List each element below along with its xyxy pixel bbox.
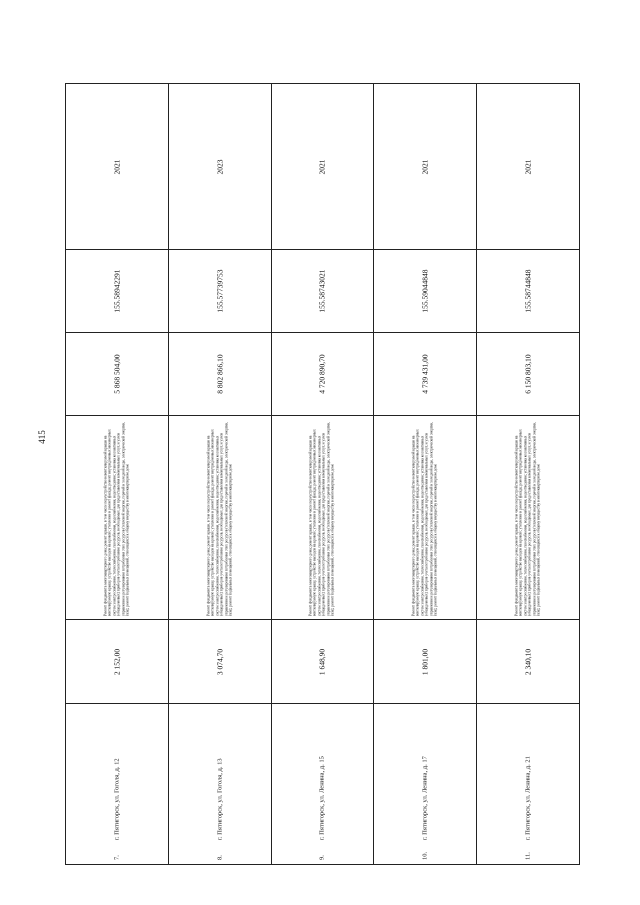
table-row — [272, 84, 375, 864]
code-value: 155.57739753 — [215, 269, 225, 313]
description-text: Ремонт фундамента многоквартирного дома; ремонт крыши, в том числе переустройство невентилируемой крыши на вентилируемую крышу, устройство выходов на кровлю; утепление и ремонт фасада; ремонт внутридомовых инженерных систем электроснабжения, теплоснабжения, газоснабжения, водоснабжения, водоотведения; установка коллективных (общедомовых) приборов учета потребления ресурсов, необходимых для предоставления коммунальных услуг, и узлов управления и регулирования потребления этих ресурсов (тепловой энергии, горячей и холодной воды, электрической энергии, газа); ремонт подвальных помещений, относящихся к общему имуществу в многоквартирном доме — [514, 421, 542, 616]
table-row — [169, 84, 272, 864]
year-value: 2021 — [523, 159, 533, 174]
cost-value: 8 802 866,10 — [215, 354, 225, 394]
year-cell — [374, 84, 476, 250]
address-text: г. Пятигорск, ул. Ленина, д. 17 — [421, 756, 429, 840]
area-value: 1 648,90 — [317, 648, 327, 675]
year-cell — [477, 84, 579, 250]
area-cell — [477, 620, 579, 704]
address-cell — [477, 704, 579, 864]
description-cell — [169, 416, 271, 620]
address-cell — [66, 704, 168, 864]
code-value: 155.59044848 — [420, 269, 430, 313]
code-cell — [477, 250, 579, 333]
cost-value: 4 720 890,70 — [317, 354, 327, 394]
area-cell — [374, 620, 476, 704]
description-cell — [477, 416, 579, 620]
area-cell — [169, 620, 271, 704]
year-value: 2021 — [112, 159, 122, 174]
description-cell — [66, 416, 168, 620]
table-row — [477, 84, 579, 864]
description-cell — [374, 416, 476, 620]
address-text: г. Пятигорск, ул. Ленина, д. 15 — [318, 756, 326, 840]
address-line — [422, 710, 429, 860]
table-row — [374, 84, 477, 864]
area-cell — [272, 620, 374, 704]
row-number: 7. — [113, 855, 121, 860]
code-value: 155.58743021 — [317, 269, 327, 313]
area-value: 1 801,00 — [420, 648, 430, 675]
address-line — [525, 710, 532, 860]
description-cell — [272, 416, 374, 620]
area-value: 2 340,10 — [523, 648, 533, 675]
address-cell — [272, 704, 374, 864]
year-value: 2021 — [317, 159, 327, 174]
code-cell — [66, 250, 168, 333]
table-row — [66, 84, 169, 864]
area-value: 2 152,00 — [112, 648, 122, 675]
address-cell — [169, 704, 271, 864]
cost-value: 5 868 504,00 — [112, 354, 122, 394]
year-cell — [272, 84, 374, 250]
description-text: Ремонт фундамента многоквартирного дома; ремонт крыши, в том числе переустройство невентилируемой крыши на вентилируемую крышу, устройство выходов на кровлю; утепление и ремонт фасада; ремонт внутридомовых инженерных систем электроснабжения, теплоснабжения, газоснабжения, водоснабжения, водоотведения; установка коллективных (общедомовых) приборов учета потребления ресурсов, необходимых для предоставления коммунальных услуг, и узлов управления и регулирования потребления этих ресурсов (тепловой энергии, горячей и холодной воды, электрической энергии, газа); ремонт подвальных помещений, относящихся к общему имуществу в многоквартирном доме — [206, 421, 233, 616]
repair-program-table — [65, 83, 580, 865]
year-cell — [66, 84, 168, 250]
code-cell — [272, 250, 374, 333]
row-number: 8. — [216, 855, 224, 860]
cost-cell — [374, 333, 476, 416]
row-number: 9. — [318, 855, 326, 860]
address-line — [216, 710, 223, 860]
year-value: 2023 — [215, 159, 225, 174]
address-line — [113, 710, 120, 860]
address-cell — [374, 704, 476, 864]
cost-value: 6 150 803,10 — [523, 354, 533, 394]
year-value: 2021 — [420, 159, 430, 174]
code-value: 155.58942291 — [112, 269, 122, 313]
cost-cell — [66, 333, 168, 416]
cost-cell — [477, 333, 579, 416]
description-text: Ремонт фундамента многоквартирного дома; ремонт крыши, в том числе переустройство невентилируемой крыши на вентилируемую крышу, устройство выходов на кровлю; утепление и ремонт фасада; ремонт внутридомовых инженерных систем электроснабжения, теплоснабжения, газоснабжения, водоснабжения, водоотведения; установка коллективных (общедомовых) приборов учета потребления ресурсов, необходимых для предоставления коммунальных услуг, и узлов управления и регулирования потребления этих ресурсов (тепловой энергии, горячей и холодной воды, электрической энергии, газа); ремонт подвальных помещений, относящихся к общему имуществу в многоквартирном доме — [411, 421, 439, 616]
code-cell — [169, 250, 271, 333]
page-number: 415 — [37, 430, 47, 444]
year-cell — [169, 84, 271, 250]
area-cell — [66, 620, 168, 704]
description-text: Ремонт фундамента многоквартирного дома; ремонт крыши, в том числе переустройство невентилируемой крыши на вентилируемую крышу, устройство выходов на кровлю; утепление и ремонт фасада; ремонт внутридомовых инженерных систем электроснабжения, теплоснабжения, газоснабжения, водоснабжения, водоотведения; установка коллективных (общедомовых) приборов учета потребления ресурсов, необходимых для предоставления коммунальных услуг, и узлов управления и регулирования потребления этих ресурсов (тепловой энергии, горячей и холодной воды, электрической энергии, газа); ремонт подвальных помещений, относящихся к общему имуществу в многоквартирном доме — [103, 421, 130, 616]
row-number: 11. — [524, 852, 532, 860]
row-number: 10. — [421, 851, 429, 860]
address-text: г. Пятигорск, ул. Гоголя, д. 12 — [113, 758, 121, 840]
area-value: 3 074,70 — [215, 648, 225, 675]
code-value: 155.58744848 — [523, 269, 533, 313]
description-text: Ремонт фундамента многоквартирного дома; ремонт крыши, в том числе переустройство невентилируемой крыши на вентилируемую крышу, устройство выходов на кровлю; утепление и ремонт фасада; ремонт внутридомовых инженерных систем электроснабжения, теплоснабжения, газоснабжения, водоснабжения, водоотведения; установка коллективных (общедомовых) приборов учета потребления ресурсов, необходимых для предоставления коммунальных услуг, и узлов управления и регулирования потребления этих ресурсов (тепловой энергии, горячей и холодной воды, электрической энергии, газа); ремонт подвальных помещений, относящихся к общему имуществу в многоквартирном доме — [309, 421, 336, 616]
address-text: г. Пятигорск, ул. Ленина, д. 21 — [524, 756, 532, 840]
code-cell — [374, 250, 476, 333]
cost-cell — [169, 333, 271, 416]
cost-value: 4 739 431,00 — [420, 354, 430, 394]
address-text: г. Пятигорск, ул. Гоголя, д. 13 — [216, 758, 224, 840]
cost-cell — [272, 333, 374, 416]
address-line — [319, 710, 326, 860]
